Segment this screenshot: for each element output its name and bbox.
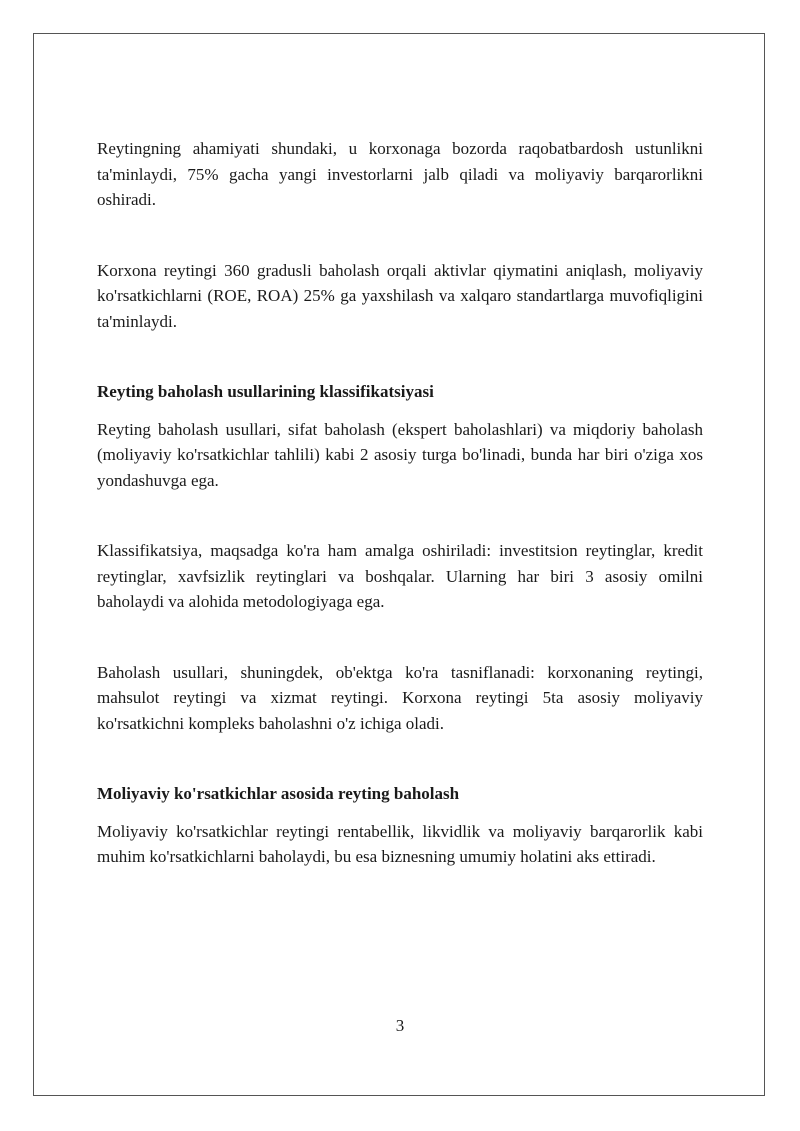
paragraph-significance: Reytingning ahamiyati shundaki, u korxonaga bozorda raqobatbardosh ustunlikni ta'minlaydi, 75% gacha yangi investorlarni jalb qiladi va moliyaviy barqarorlikni oshiradi.: [97, 139, 703, 209]
paragraph-company-rating: Korxona reytingi 360 gradusli baholash orqali aktivlar qiymatini aniqlash, moliyaviy ko'rsatkichlarni (ROE, ROA) 25% ga yaxshilash va xalqaro standartlarga muvofiqligini ta'minlaydi.: [97, 260, 703, 331]
paragraph-methods-types: Reyting baholash usullari, sifat baholash (ekspert baholashlari) va miqdoriy baholash (moliyaviy ko'rsatkichlar tahlili) kabi 2 asosiy turga bo'linadi, bunda har biri o'ziga xos yondashuvga ega.: [97, 419, 703, 490]
paragraph-financial-rating: Moliyaviy ko'rsatkichlar reytingi rentabellik, likvidlik va moliyaviy barqarorlik kabi muhim ko'rsatkichlarni baholaydi, bu esa biznesning umumiy holatini aks ettiradi.: [97, 821, 703, 866]
section-heading-classification: Reyting baholash usullarining klassifikatsiyasi: [97, 382, 434, 401]
document-body: [97, 136, 703, 870]
paragraph-classification-object: Baholash usullari, shuningdek, ob'ektga ko'ra tasniflanadi: korxonaning reytingi, mahsulot reytingi va xizmat reytingi. Korxona reytingi 5ta asosiy moliyaviy ko'rsatkichni kompleks baholashni o'z ichiga oladi.: [97, 662, 703, 733]
page-number: 3: [395, 1016, 405, 1035]
paragraph-classification-purpose: Klassifikatsiya, maqsadga ko'ra ham amalga oshiriladi: investitsion reytinglar, kredit reytinglar, xavfsizlik reytinglari va boshqalar. Ularning har biri 3 asosiy omilni baholaydi va alohida metodologiyaga ega.: [97, 541, 703, 611]
section-heading-financial-indicators: Moliyaviy ko'rsatkichlar asosida reyting baholash: [97, 784, 460, 803]
